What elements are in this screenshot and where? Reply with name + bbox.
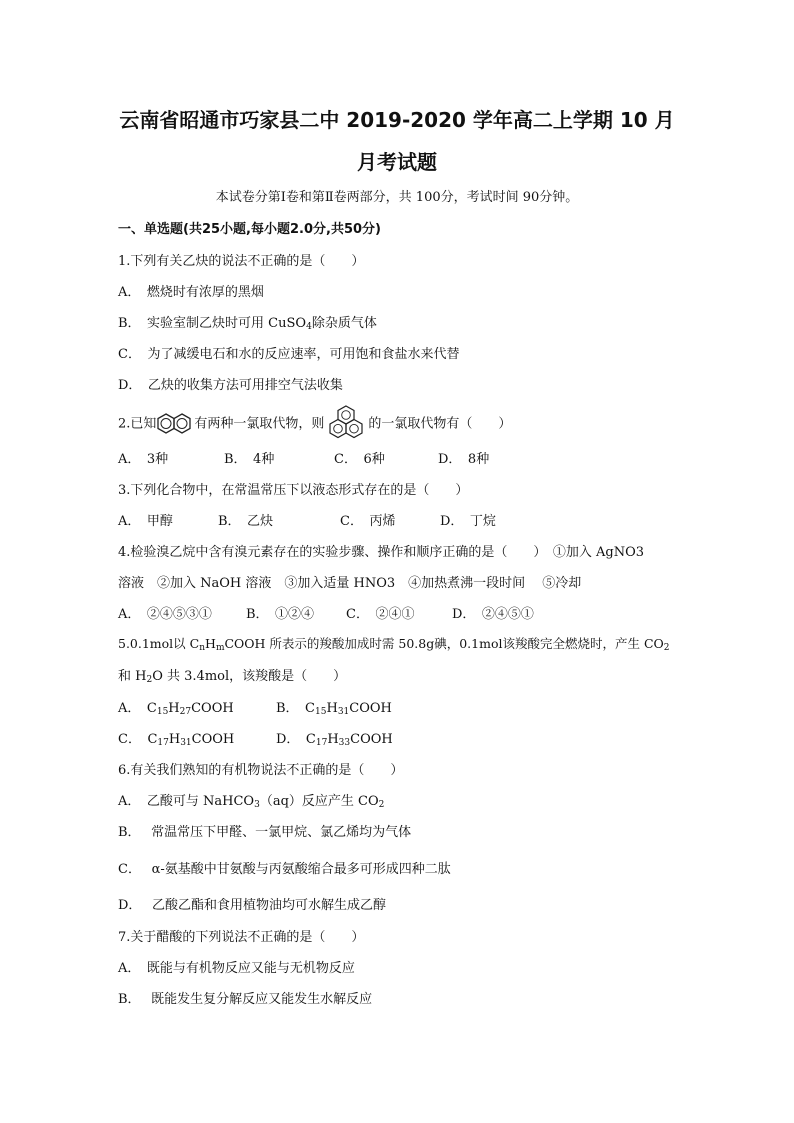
question-4-option-d: D． ②④⑤① bbox=[452, 607, 534, 622]
question-2-option-a: A． 3种 bbox=[118, 452, 169, 467]
question-3-option-d: D． 丁烷 bbox=[440, 514, 496, 529]
question-4-stem-line2: 溶液 ②加入 NaOH 溶液 ③加入适量 HNO3 ④加热煮沸一段时间 ⑤冷却 bbox=[118, 576, 582, 591]
question-2-stem: 2.已知 有两种一氯取代物，则 的一氯取代物有（ ） bbox=[118, 404, 511, 444]
question-7-stem: 7.关于醋酸的下列说法不正确的是（ ） bbox=[118, 930, 365, 945]
question-4-option-c: C． ②④① bbox=[346, 607, 415, 622]
page-title-line2: 月考试题 bbox=[357, 150, 437, 174]
pyrene-structure-image bbox=[324, 404, 368, 444]
question-5-option-c: C． $C_{17}H_{31}COOH$ bbox=[118, 732, 235, 748]
question-6-option-a: A． 乙酸可与 NaHCO$_3$（aq）反应产生 $CO_2$ bbox=[118, 794, 385, 810]
question-3-options bbox=[118, 510, 496, 529]
question-1-stem: 1.下列有关乙炔的说法不正确的是（ ） bbox=[118, 254, 365, 269]
question-6-option-d: D． 乙酸乙酯和食用植物油均可水解生成乙醇 bbox=[118, 898, 387, 913]
question-2-options bbox=[118, 448, 489, 467]
question-7-option-a: A． 既能与有机物反应又能与无机物反应 bbox=[118, 961, 355, 976]
question-1-option-d: D． 乙炔的收集方法可用排空气法收集 bbox=[118, 378, 343, 393]
page-title-line1: 云南省昭通市巧家县二中 2019-2020 学年高二上学期 10 月 bbox=[119, 108, 675, 132]
question-1-option-c: C． 为了减缓电石和水的反应速率，可用饱和食盐水来代替 bbox=[118, 347, 460, 362]
question-6-option-c: C． α-氨基酸中甘氨酸与丙氨酸缩合最多可形成四种二肽 bbox=[118, 862, 451, 877]
question-6-stem: 6.有关我们熟知的有机物说法不正确的是（ ） bbox=[118, 763, 404, 778]
question-3-stem: 3.下列化合物中，在常温常压下以液态形式存在的是（ ） bbox=[118, 483, 469, 498]
question-5-option-d: D． $C_{17}H_{33}COOH$ bbox=[276, 732, 393, 748]
question-5-option-b: B． $C_{15}H_{31}COOH$ bbox=[276, 701, 392, 717]
question-3-option-b: B． 乙炔 bbox=[218, 514, 274, 529]
question-4-option-a: A． ②④⑤③① bbox=[118, 607, 212, 622]
naphthalene-structure-image bbox=[156, 413, 194, 435]
question-1-option-b: B． 实验室制乙炔时可用 CuSO$_4$除杂质气体 bbox=[118, 316, 377, 332]
question-5-options-row1 bbox=[118, 697, 392, 717]
question-2-option-c: C． 6种 bbox=[334, 452, 385, 467]
question-4-stem-line1: 4.检验溴乙烷中含有溴元素存在的实验步骤、操作和顺序正确的是（ ） ①加入 AgNO3 bbox=[118, 545, 645, 560]
question-5-stem-line1: 5.0.1mol以 $C_nH_mCOOH$ 所表示的羧酸加成时需 50.8g碘，0.1mol该羧酸完全燃烧时，产生 $CO_2$ bbox=[118, 636, 670, 653]
question-5-options-row2 bbox=[118, 728, 393, 748]
question-6-option-b: B． 常温常压下甲醛、一氯甲烷、氯乙烯均为气体 bbox=[118, 825, 412, 840]
question-2-option-b: B． 4种 bbox=[224, 452, 275, 467]
question-3-option-c: C． 丙烯 bbox=[340, 514, 396, 529]
question-5-stem-line2: 和 $H_2O$ 共 3.4mol，该羧酸是（ ） bbox=[118, 669, 347, 685]
question-1-option-a: A． 燃烧时有浓厚的黑烟 bbox=[118, 285, 264, 300]
question-2-option-d: D． 8种 bbox=[438, 452, 490, 467]
question-7-option-b: B． 既能发生复分解反应又能发生水解反应 bbox=[118, 992, 373, 1007]
question-5-option-a: A． $C_{15}H_{27}COOH$ bbox=[118, 701, 234, 717]
exam-intro: 本试卷分第Ⅰ卷和第Ⅱ卷两部分，共 100分，考试时间 90分钟。 bbox=[215, 190, 579, 205]
section-heading: 一、单选题(共25小题,每小题2.0分,共50分) bbox=[118, 222, 381, 237]
question-3-option-a: A． 甲醇 bbox=[118, 514, 173, 529]
question-4-options bbox=[118, 603, 534, 622]
question-4-option-b: B． ①②④ bbox=[246, 607, 315, 622]
